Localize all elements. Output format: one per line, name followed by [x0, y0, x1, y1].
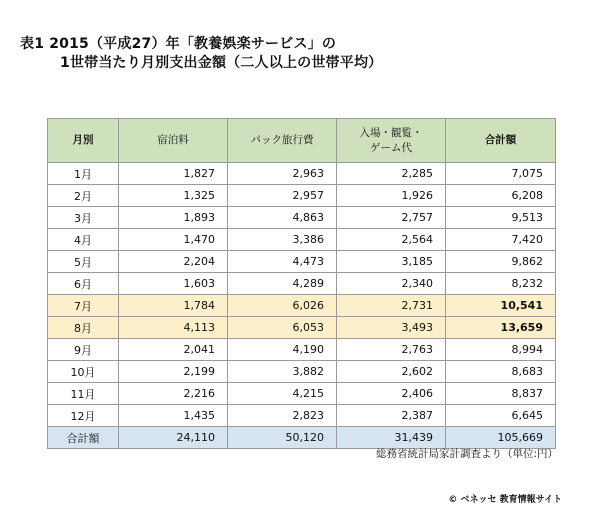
value-cell: 2,041 [119, 339, 228, 361]
value-cell: 2,204 [119, 251, 228, 273]
value-cell: 2,602 [337, 361, 446, 383]
header-admission: 入場・観覧・ ゲーム代 [337, 119, 446, 163]
value-cell: 4,473 [228, 251, 337, 273]
month-cell: 8月 [48, 317, 119, 339]
month-cell: 2月 [48, 185, 119, 207]
table-row [48, 185, 556, 207]
value-cell: 13,659 [446, 317, 556, 339]
value-cell: 9,513 [446, 207, 556, 229]
value-cell: 8,837 [446, 383, 556, 405]
value-cell: 7,420 [446, 229, 556, 251]
table-row [48, 339, 556, 361]
table-row [48, 317, 556, 339]
value-cell: 2,285 [337, 163, 446, 185]
value-cell: 1,325 [119, 185, 228, 207]
value-cell: 4,190 [228, 339, 337, 361]
table-row [48, 207, 556, 229]
value-cell: 8,994 [446, 339, 556, 361]
title-line-2: 1世帯当たり月別支出金額（二人以上の世帯平均） [60, 55, 383, 71]
value-cell: 4,289 [228, 273, 337, 295]
value-cell: 3,386 [228, 229, 337, 251]
value-cell: 9,862 [446, 251, 556, 273]
value-cell: 7,075 [446, 163, 556, 185]
value-cell: 3,882 [228, 361, 337, 383]
value-cell: 8,683 [446, 361, 556, 383]
value-cell: 2,757 [337, 207, 446, 229]
month-cell: 6月 [48, 273, 119, 295]
month-cell: 4月 [48, 229, 119, 251]
expenditure-table [47, 118, 556, 449]
table-row [48, 229, 556, 251]
value-cell: 4,113 [119, 317, 228, 339]
value-cell: 1,470 [119, 229, 228, 251]
month-cell: 3月 [48, 207, 119, 229]
table-row [48, 251, 556, 273]
month-cell: 1月 [48, 163, 119, 185]
month-cell: 9月 [48, 339, 119, 361]
title-line-1: 表1 2015（平成27）年「教養娯楽サービス」の [20, 36, 337, 52]
value-cell: 1,893 [119, 207, 228, 229]
document-title [20, 35, 382, 73]
value-cell: 2,340 [337, 273, 446, 295]
value-cell: 10,541 [446, 295, 556, 317]
table-row [48, 295, 556, 317]
value-cell: 2,564 [337, 229, 446, 251]
value-cell: 2,963 [228, 163, 337, 185]
month-cell: 12月 [48, 405, 119, 427]
value-cell: 2,406 [337, 383, 446, 405]
value-cell: 1,784 [119, 295, 228, 317]
header-package-tour: パック旅行費 [228, 119, 337, 163]
month-cell: 11月 [48, 383, 119, 405]
value-cell: 1,926 [337, 185, 446, 207]
value-cell: 2,199 [119, 361, 228, 383]
total-label: 合計額 [48, 427, 119, 449]
value-cell: 4,863 [228, 207, 337, 229]
value-cell: 2,763 [337, 339, 446, 361]
table-row [48, 361, 556, 383]
copyright: © ベネッセ 教育情報サイト [448, 495, 562, 505]
value-cell: 2,823 [228, 405, 337, 427]
value-cell: 6,026 [228, 295, 337, 317]
table-row [48, 405, 556, 427]
value-cell: 2,216 [119, 383, 228, 405]
total-value: 105,669 [446, 427, 556, 449]
source-note: 総務省統計局家計調査より（単位:円） [375, 448, 558, 460]
header-total: 合計額 [446, 119, 556, 163]
value-cell: 2,957 [228, 185, 337, 207]
table-row [48, 163, 556, 185]
total-value: 31,439 [337, 427, 446, 449]
header-month: 月別 [48, 119, 119, 163]
month-cell: 5月 [48, 251, 119, 273]
table-row [48, 273, 556, 295]
table-row [48, 383, 556, 405]
header-lodging: 宿泊料 [119, 119, 228, 163]
month-cell: 10月 [48, 361, 119, 383]
value-cell: 2,387 [337, 405, 446, 427]
table-header-row [48, 119, 556, 163]
total-value: 50,120 [228, 427, 337, 449]
value-cell: 6,645 [446, 405, 556, 427]
month-cell: 7月 [48, 295, 119, 317]
value-cell: 4,215 [228, 383, 337, 405]
value-cell: 8,232 [446, 273, 556, 295]
value-cell: 1,435 [119, 405, 228, 427]
value-cell: 2,731 [337, 295, 446, 317]
total-value: 24,110 [119, 427, 228, 449]
value-cell: 1,827 [119, 163, 228, 185]
value-cell: 3,493 [337, 317, 446, 339]
value-cell: 6,053 [228, 317, 337, 339]
value-cell: 1,603 [119, 273, 228, 295]
value-cell: 3,185 [337, 251, 446, 273]
value-cell: 6,208 [446, 185, 556, 207]
